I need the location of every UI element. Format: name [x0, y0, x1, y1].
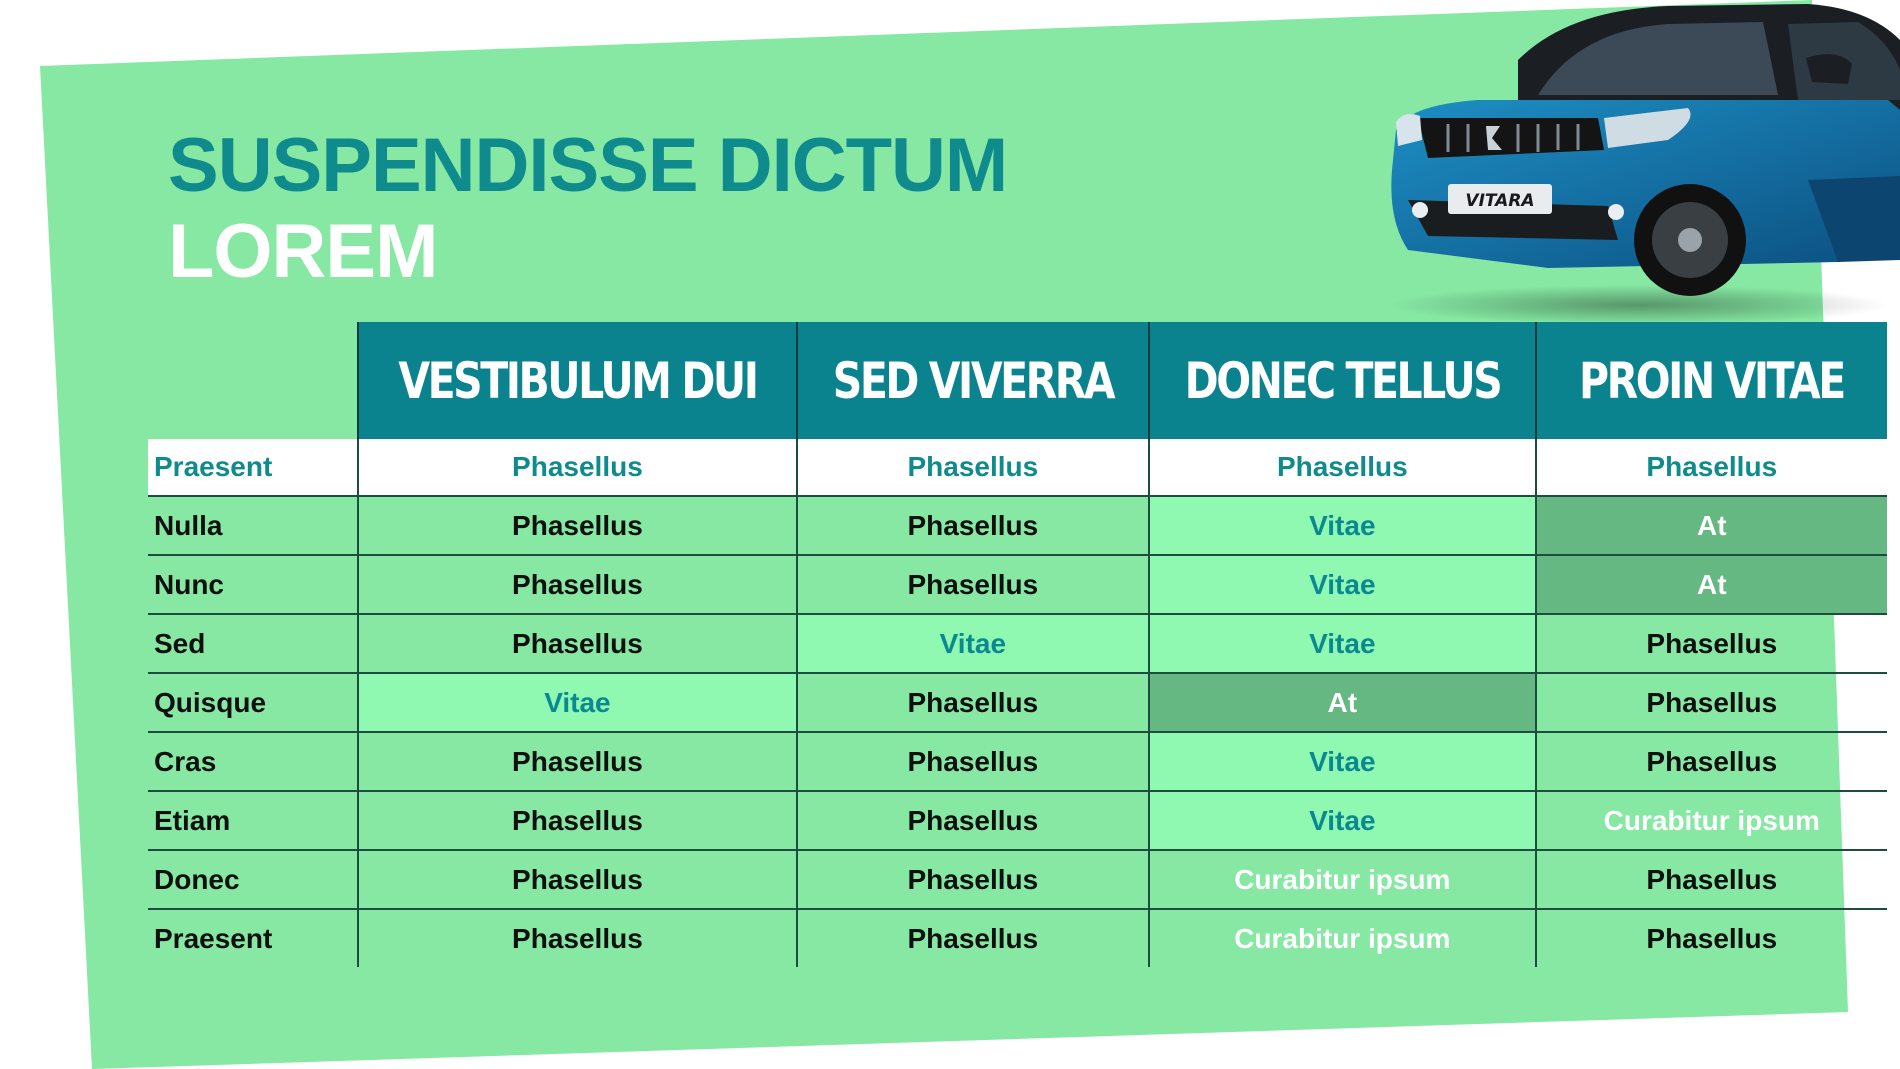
row-label: Donec	[148, 850, 358, 909]
table-header-row	[148, 322, 1887, 439]
table-cell: Phasellus	[1536, 732, 1887, 791]
table-row	[148, 909, 1887, 967]
table-cell: Vitae	[1149, 732, 1536, 791]
table-cell: Phasellus	[797, 496, 1149, 555]
table-row	[148, 439, 1887, 496]
table-cell: Phasellus	[797, 850, 1149, 909]
table-cell: Phasellus	[358, 909, 797, 967]
table-cell: Curabitur ipsum	[1149, 909, 1536, 967]
table-cell: Vitae	[1149, 614, 1536, 673]
row-label: Sed	[148, 614, 358, 673]
car-image	[1368, 0, 1900, 322]
table-row	[148, 555, 1887, 614]
table-cell: Phasellus	[1536, 850, 1887, 909]
table-cell: Phasellus	[1536, 909, 1887, 967]
row-label: Nulla	[148, 496, 358, 555]
table-cell: Phasellus	[1149, 439, 1536, 496]
table-cell: Phasellus	[1536, 439, 1887, 496]
row-label: Quisque	[148, 673, 358, 732]
table-cell: Phasellus	[797, 909, 1149, 967]
table-cell: Phasellus	[358, 439, 797, 496]
table-cell: Phasellus	[358, 555, 797, 614]
table-cell: At	[1536, 496, 1887, 555]
table-cell: At	[1536, 555, 1887, 614]
table-cell: Phasellus	[1536, 673, 1887, 732]
table-cell: Vitae	[1149, 555, 1536, 614]
table-cell: Phasellus	[797, 439, 1149, 496]
table-row	[148, 732, 1887, 791]
table-cell: Phasellus	[358, 614, 797, 673]
table-cell: Vitae	[358, 673, 797, 732]
table-cell: At	[1149, 673, 1536, 732]
table-cell: Phasellus	[358, 850, 797, 909]
row-label: Praesent	[154, 922, 273, 954]
table-cell: Phasellus	[358, 732, 797, 791]
table-row	[148, 496, 1887, 555]
comparison-table	[148, 322, 1887, 967]
slide-subtitle: LOREM	[168, 209, 438, 294]
column-header: VESTIBULUM DUI	[358, 322, 797, 439]
column-header: SED VIVERRA	[797, 322, 1149, 439]
table-cell: Phasellus	[358, 496, 797, 555]
table-row	[148, 673, 1887, 732]
column-header: DONEC TELLUS	[1149, 322, 1536, 439]
table-cell: Phasellus	[797, 673, 1149, 732]
row-label: Nunc	[148, 555, 358, 614]
table-cell: Curabitur ipsum	[1149, 850, 1536, 909]
table-cell: Phasellus	[797, 555, 1149, 614]
table-cell: Phasellus	[1536, 614, 1887, 673]
table-cell: Vitae	[1149, 791, 1536, 850]
row-label: Etiam	[148, 791, 358, 850]
table-row	[148, 614, 1887, 673]
table-cell: Vitae	[797, 614, 1149, 673]
table-row	[148, 791, 1887, 850]
row-label: Praesent	[148, 439, 358, 496]
column-header: PROIN VITAE	[1536, 322, 1887, 439]
slide-title: SUSPENDISSE DICTUM	[168, 123, 1008, 208]
table-cell: Vitae	[1149, 496, 1536, 555]
table-row	[148, 850, 1887, 909]
table-cell: Curabitur ipsum	[1536, 791, 1887, 850]
table-corner	[148, 322, 358, 439]
row-label: Cras	[148, 732, 358, 791]
table-cell: Phasellus	[797, 732, 1149, 791]
table-cell: Phasellus	[358, 791, 797, 850]
license-plate-text: VITARA	[1465, 191, 1535, 211]
table-cell: Phasellus	[797, 791, 1149, 850]
